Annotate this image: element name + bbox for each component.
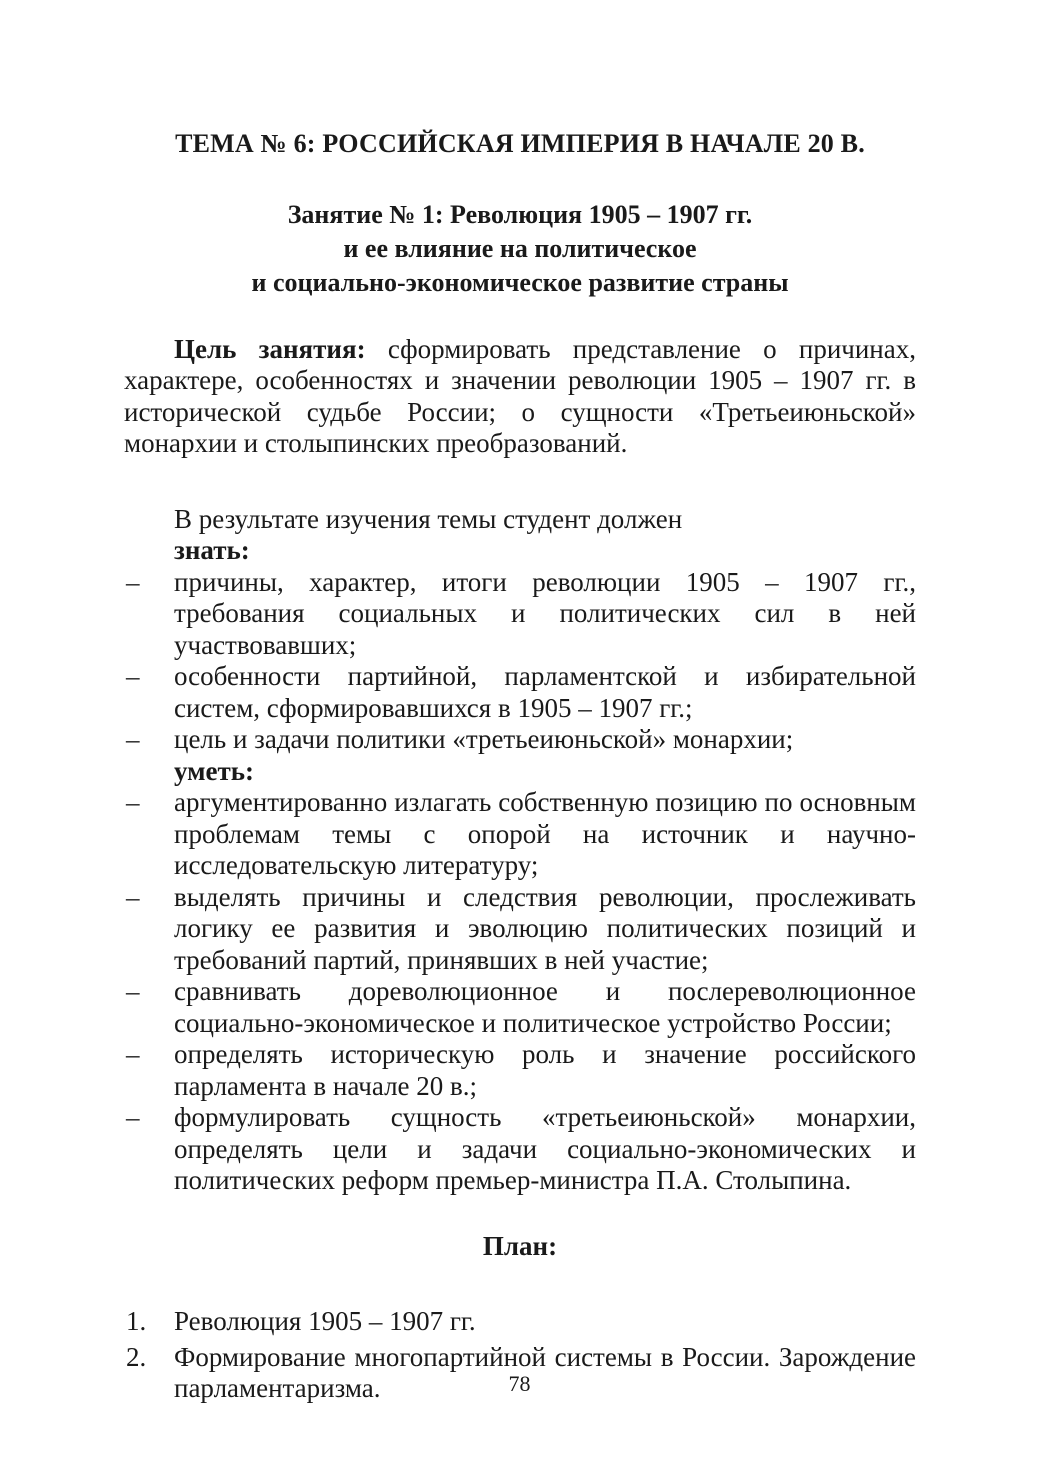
lesson-title-line-1: Занятие № 1: Революция 1905 – 1907 гг. xyxy=(287,199,753,229)
can-list xyxy=(124,787,916,1197)
dash-bullet: – xyxy=(126,724,140,754)
list-item: – причины, характер, итоги революции 1905 – 1907 гг., требования социальных и политических сил в ней участвовавших; xyxy=(126,566,916,660)
dash-bullet: – xyxy=(126,787,140,817)
plan-item xyxy=(124,1306,916,1338)
lesson-title xyxy=(124,198,916,300)
dash-bullet: – xyxy=(126,976,140,1006)
plan-item-text: Формирование многопартийной системы в России. Зарождение парламентаризма. xyxy=(174,1341,916,1403)
lesson-title-line-3: и социально-экономическое развитие страны xyxy=(251,267,789,297)
list-item: – выделять причины и следствия революции, прослеживать логику ее развития и эволюцию политических позиций и требований партий, принявших в ней участие; xyxy=(126,881,916,975)
plan-title: План: xyxy=(482,1230,558,1261)
page-body xyxy=(124,110,916,1409)
list-item: – аргументированно излагать собственную позицию по основным проблемам темы с опорой на источник и научно-исследовательскую литературу; xyxy=(126,787,916,880)
dash-bullet: – xyxy=(126,566,140,597)
know-heading: знать: xyxy=(174,535,250,565)
lesson-title-line-2: и ее влияние на политическое xyxy=(343,233,697,263)
dash-bullet: – xyxy=(126,1102,140,1132)
know-list xyxy=(124,567,916,756)
intro-text: В результате изучения темы студент должен xyxy=(174,503,683,534)
dash-bullet: – xyxy=(126,661,140,691)
list-item: – определять историческую роль и значение российского парламента в начале 20 в.; xyxy=(126,1039,916,1101)
can-heading: уметь: xyxy=(174,755,255,786)
dash-bullet: – xyxy=(126,1039,140,1069)
page-number: 78 xyxy=(508,1371,531,1396)
plan-item-number: 2. xyxy=(126,1341,147,1372)
list-item: – формулировать сущность «третьеиюньской» монархии, определять цели и задачи социально-экономических и политических реформ премьер-министра П.А. Столыпина. xyxy=(126,1102,916,1195)
list-item: – сравнивать дореволюционное и послереволюционное социально-экономическое и политическое устройство России; xyxy=(126,976,916,1038)
topic-title: ТЕМА № 6: РОССИЙСКАЯ ИМПЕРИЯ В НАЧАЛЕ 20 В. xyxy=(175,129,865,158)
plan-item-text: Революция 1905 – 1907 гг. xyxy=(174,1306,476,1336)
goal-label: Цель занятия: xyxy=(174,333,366,364)
lesson-goal xyxy=(124,334,916,460)
goal-text: сформировать представление о причинах, характере, особенностях и значении революции 1905 – 1907 гг. в исторической судьбе России; о сущности «Третьеиюньской» монархии и столыпинских преобразований. xyxy=(124,333,916,458)
dash-bullet: – xyxy=(126,881,140,912)
plan-item-number: 1. xyxy=(126,1306,147,1336)
list-item: – особенности партийной, парламентской и избирательной систем, сформировавшихся в 1905 – 1907 гг.; xyxy=(126,661,916,723)
list-item: – цель и задачи политики «третьеиюньской» монархии; xyxy=(126,724,794,754)
